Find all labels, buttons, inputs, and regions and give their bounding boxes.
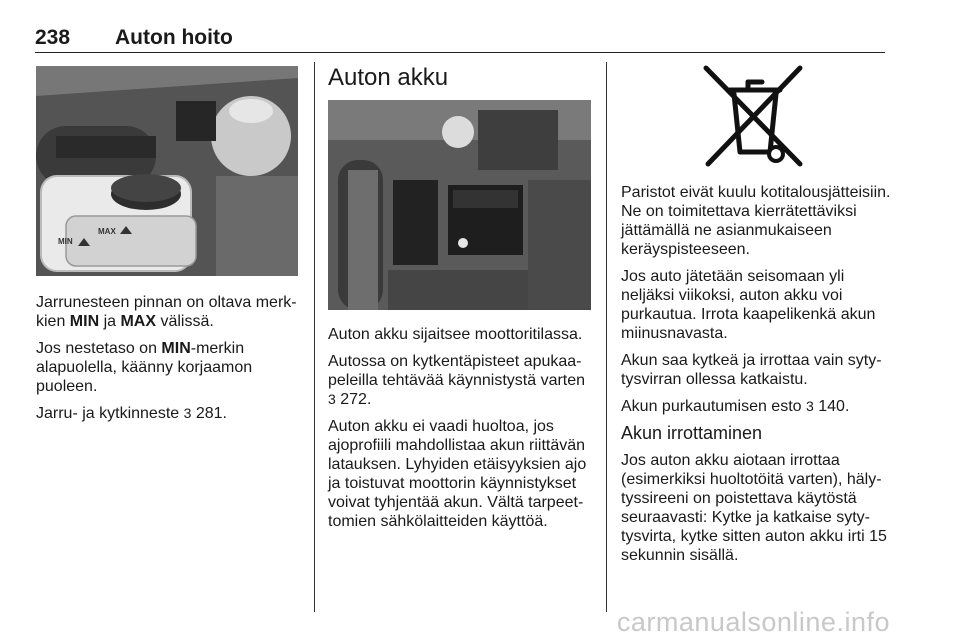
disconnect-procedure-paragraph: Jos auton akku aiotaan irrottaa (esimerkiksi huoltotöitä varten), hälytyssireeni on poistettava käytöstä seuraavasti: Kytke ja katkaise sytytysvirta, kytke sitten auton akku irti 15 sekunnin sisällä. [621, 452, 887, 564]
min-mark-label: MIN [58, 237, 73, 246]
battery-location-paragraph: Auton akku sijaitsee moottoritilassa. [328, 326, 583, 343]
jump-start-paragraph: Autossa on kytkentäpisteet apukaapeleilla tehtävää käynnistystä varten 3 272. [328, 353, 586, 408]
brake-fluid-reservoir-photo [36, 66, 298, 276]
brake-fluid-level-paragraph: Jarrunesteen pinnan on oltava merkkien MIN ja MAX välissä. [36, 294, 297, 330]
column-divider [314, 62, 315, 612]
discharge-protection-reference: Akun purkautumisen esto 3 140. [621, 398, 850, 415]
left-column-text [36, 293, 301, 431]
section-title: Auton akku [328, 64, 449, 91]
subsection-heading: Akun irrottaminen [621, 423, 763, 443]
right-column-text [621, 183, 891, 573]
chapter-title: Auton hoito [115, 26, 233, 49]
max-mark-label: MAX [98, 227, 116, 236]
long-parking-paragraph: Jos auto jätetään seisomaan yli neljäksi viikoksi, auton akku voi purkautua. Irrota kaapelikenkä akun miinusnavasta. [621, 268, 876, 342]
page-number: 238 [35, 26, 71, 49]
crossed-out-wheelie-bin-icon [700, 64, 810, 170]
column-divider [606, 62, 607, 612]
low-level-paragraph: Jos nestetaso on MIN-merkin alapuolella, käänny korjaamon puoleen. [36, 340, 253, 395]
car-battery-photo [328, 100, 591, 310]
maintenance-free-paragraph: Auton akku ei vaadi huoltoa, jos ajoprofiili mahdollistaa akun riittävän latauksen. Lyhyiden etäisyyksien ajo ja toistuvat moottorin käynnistykset voivat tyhjentää akun. Vältä tarpeettomien sähkölaitteiden käyttöä. [328, 418, 587, 530]
connect-disconnect-paragraph: Akun saa kytkeä ja irrottaa vain sytytysvirran ollessa katkaistu. [621, 352, 882, 388]
site-watermark: carmanualsonline.info [616, 607, 890, 637]
battery-disposal-paragraph: Paristot eivät kuulu kotitalousjätteisiin. Ne on toimitettava kierrätettäviksi jättämällä ne asianmukaiseen keräyspisteeseen. [621, 184, 891, 258]
reference-arrow-icon: 3 [328, 391, 336, 407]
reference-arrow-icon: 3 [806, 398, 814, 414]
middle-column-text [328, 325, 598, 539]
page-header [35, 26, 885, 53]
brake-fluid-reference: Jarru- ja kytkinneste 3 281. [36, 405, 227, 422]
reference-arrow-icon: 3 [183, 405, 192, 421]
